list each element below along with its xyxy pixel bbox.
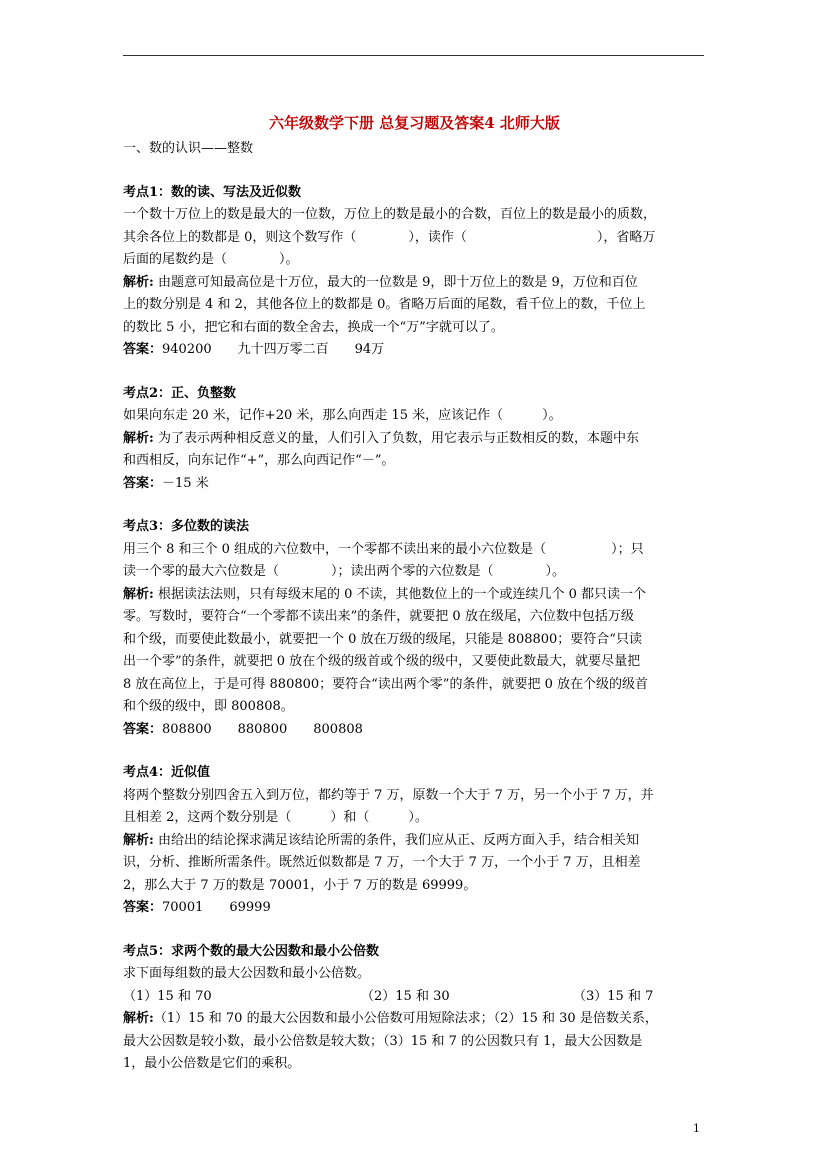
page-number: 1: [693, 1122, 700, 1135]
point-3-answer: 答案：808800 880800 800808: [123, 721, 363, 737]
point-5-item: （2）15 和 30: [361, 988, 450, 1004]
point-1-question-line: 后面的尾数约是（ ）。: [123, 252, 299, 267]
point-3-analysis-line: 和个级，而要使此数最小，就要把一个 0 放在万级的级尾，只能是 808800；要符合“只读: [123, 631, 642, 647]
point-1-question-line: 其余各位上的数都是 0，则这个数写作（ ），读作（ ），省略万: [123, 229, 656, 245]
point-5-heading: 考点5：求两个数的最大公因数和最小公倍数: [123, 943, 380, 959]
point-5-analysis-line: 1，最小公倍数是它们的乘积。: [123, 1056, 301, 1071]
answer-label: 答案：: [123, 475, 163, 491]
point-3-analysis-line: 8 放在高位上，于是可得 880800；要符合“读出两个零”的条件，就要把 0 放在个级的级首: [123, 676, 648, 692]
point-1-question-line: 一个数十万位上的数是最大的一位数，万位上的数是最小的合数，百位上的数是最小的质数，: [123, 207, 657, 222]
document-title: 六年级数学下册 总复习题及答案4 北师大版: [269, 114, 560, 132]
point-3-heading: 考点3：多位数的读法: [123, 519, 250, 534]
point-5-analysis-line: 解析:（1）15 和 70 的最大公因数和最小公倍数可用短除法求；（2）15 和 30 是倍数关系，: [123, 1011, 658, 1026]
point-5-analysis-line: 最大公因数是较小数，最小公倍数是较大数；（3）15 和 7 的公因数只有 1，最大公因数是: [123, 1033, 643, 1049]
point-4-question-line: 将两个整数分别四舍五入到万位，都约等于 7 万，原数一个大于 7 万，另一个小于 7 万，并: [123, 787, 654, 803]
point-4-analysis-line: 解析: 由给出的结论探求满足该结论所需的条件，我们应从正、反两方面入手，结合相关知: [123, 832, 639, 848]
section-heading: 一、数的认识——整数: [123, 141, 254, 156]
point-1-analysis-line: 的数比 5 小，把它和右面的数全舍去，换成一个“万”字就可以了。: [123, 319, 504, 335]
point-5-items: [123, 986, 706, 1009]
point-4-analysis-line: 识，分析、推断所需条件。既然近似数都是 7 万，一个大于 7 万，一个小于 7 万，且相差: [123, 855, 641, 870]
point-4-answer: 答案：70001 69999: [123, 900, 271, 915]
point-2-heading: 考点2：正、负整数: [123, 385, 237, 401]
analysis-label: 解析:: [123, 586, 154, 602]
point-2-question-line: 如果向东走 20 米，记作+20 米，那么向西走 15 米，应该记作（ ）。: [123, 408, 562, 423]
point-3-question-line: 用三个 8 和三个 0 组成的六位数中，一个零都不读出来的最小六位数是（ ）；只: [123, 541, 644, 557]
point-1-answer: 答案：940200 九十四万零二百 94万: [123, 342, 385, 357]
point-1-heading: 考点1：数的读、写法及近似数: [123, 184, 302, 200]
point-2-answer: 答案：－15 米: [123, 475, 209, 491]
point-2-analysis-line: 解析: 为了表示两种相反意义的量，人们引入了负数，用它表示与正数相反的数，本题中东: [123, 430, 639, 446]
point-5-item: （3）15 和 7: [573, 988, 654, 1004]
point-5-item: （1）15 和 70: [123, 988, 212, 1004]
point-1-analysis-line: 上的数分别是 4 和 2，其他各位上的数都是 0。省略万后面的尾数，看千位上的数，千位上: [123, 297, 646, 312]
point-3-question-line: 读一个零的最大六位数是（ ）；读出两个零的六位数是（ ）。: [123, 564, 566, 579]
document-body: [123, 112, 706, 1076]
answer-label: 答案：: [123, 721, 163, 737]
point-4-question-line: 且相差 2，这两个数分别是（ ）和（ ）。: [123, 810, 428, 825]
point-4-heading: 考点4：近似值: [123, 765, 211, 780]
analysis-label: 解析:: [123, 1011, 154, 1026]
header-rule: [123, 55, 704, 56]
point-1-analysis-line: 解析: 由题意可知最高位是十万位，最大的一位数是 9，即十万位上的数是 9，万位和百位: [123, 274, 638, 290]
point-3-analysis-line: 零。写数时，要符合“一个零都不读出来”的条件，就要把 0 放在级尾，六位数中包括万级: [123, 609, 634, 624]
answer-label: 答案：: [123, 900, 163, 915]
point-4-analysis-line: 2，那么大于 7 万的数是 70001，小于 7 万的数是 69999。: [123, 877, 477, 893]
analysis-label: 解析:: [123, 430, 154, 446]
analysis-label: 解析:: [123, 274, 154, 290]
point-5-question-line: 求下面每组数的最大公因数和最小公倍数。: [123, 966, 371, 981]
point-3-analysis-line: 解析: 根据读法法则，只有每级末尾的 0 不读，其他数位上的一个或连续几个 0 都只读一个: [123, 586, 647, 602]
analysis-label: 解析:: [123, 832, 154, 848]
answer-label: 答案：: [123, 342, 163, 357]
point-3-analysis-line: 和个级的级中，即 800808。: [123, 699, 294, 714]
point-3-analysis-line: 出一个零”的条件，就要把 0 放在个级的级首或个级的级中，又要使此数最大，就要尽量把: [123, 654, 641, 669]
point-2-analysis-line: 和西相反，向东记作“+”，那么向西记作“－”。: [123, 453, 395, 468]
